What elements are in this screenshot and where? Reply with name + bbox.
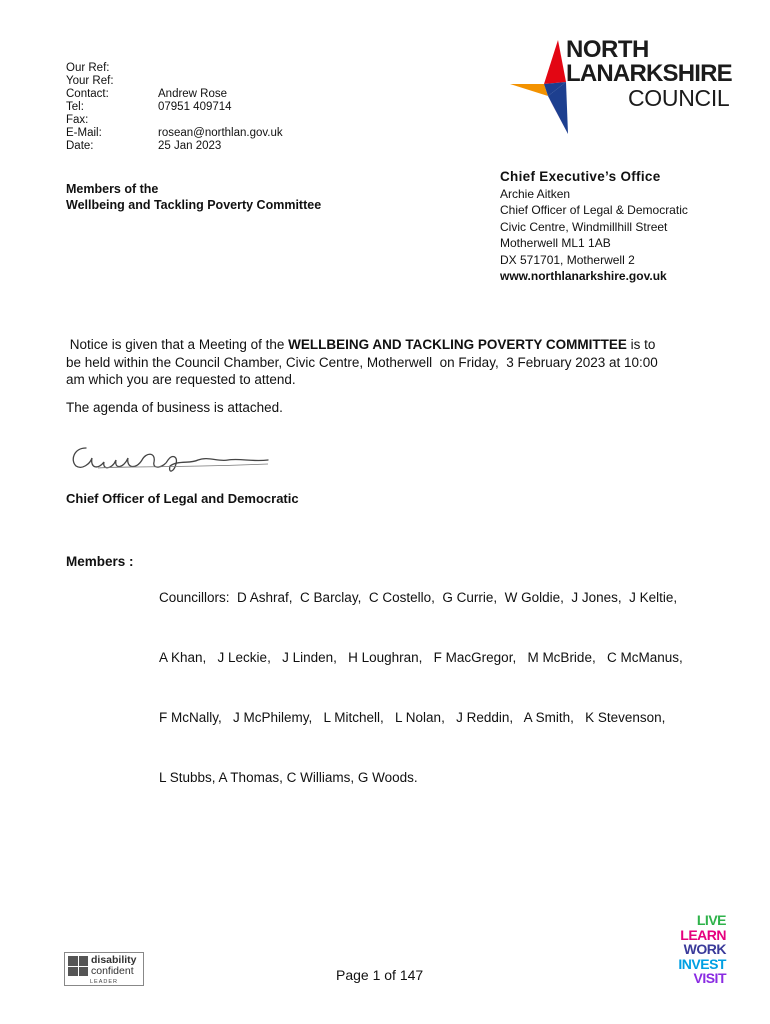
notice-prefix: Notice is given that a Meeting of the (66, 337, 289, 352)
badge-leader: LEADER (89, 979, 118, 985)
members-line: L Stubbs, A Thomas, C Williams, G Woods. (159, 770, 418, 785)
ref-row (66, 88, 326, 101)
signatory: Chief Officer of Legal and Democratic (66, 491, 299, 506)
ref-label: Your Ref: (66, 75, 114, 87)
badge-line: disability (91, 954, 137, 966)
slogan-word: WORK (683, 941, 726, 957)
recipient-line: Members of the (66, 182, 159, 196)
recipient-line: Wellbeing and Tackling Poverty Committee (66, 198, 322, 212)
slogan-word: INVEST (678, 955, 726, 972)
office-role: Chief Officer of Legal & Democratic (500, 203, 688, 217)
badge-grid-icon (68, 956, 88, 976)
badge-line: confident (91, 965, 134, 977)
office-dx: DX 571701, Motherwell 2 (500, 252, 635, 267)
slogan-word: VISIT (693, 970, 726, 986)
ref-value: 25 Jan 2023 (158, 140, 222, 152)
ref-value: Andrew Rose (158, 88, 228, 100)
page-number: Page 1 of 147 (336, 967, 424, 983)
logo-line-north: NORTH (566, 36, 649, 63)
recipient-block (66, 181, 321, 213)
ref-row (66, 101, 326, 114)
office-title: Chief Executive’s Office (500, 169, 661, 184)
office-name: Archie Aitken (500, 186, 571, 201)
reference-block (66, 62, 326, 153)
members-label: Members : (66, 554, 134, 569)
ref-row (66, 140, 326, 153)
office-address-line: Civic Centre, Windmillhill Street (500, 219, 668, 234)
badge-text (91, 955, 137, 977)
notice-line (66, 336, 716, 354)
notice-line: be held within the Council Chamber, Civic Centre, Motherwell on Friday, 3 February 2023 at 10:00 (66, 354, 658, 370)
signature-icon (68, 440, 278, 480)
council-logo (508, 38, 733, 136)
ref-value: 07951 409714 (158, 101, 232, 113)
ref-label: Contact: (66, 88, 109, 100)
office-address-line: Motherwell ML1 1AB (500, 236, 611, 250)
members-line: Councillors: D Ashraf, C Barclay, C Costello, G Currie, W Goldie, J Jones, J Keltie, (159, 590, 678, 605)
members-list (159, 550, 719, 808)
office-address (500, 169, 740, 285)
ref-label: Our Ref: (66, 62, 110, 74)
notice-paragraph (66, 336, 716, 389)
ref-row (66, 127, 326, 140)
ref-row (66, 114, 326, 127)
slogan-word: LIVE (696, 912, 726, 928)
ref-row (66, 62, 326, 75)
agenda-text: The agenda of business is attached. (66, 400, 283, 415)
ref-row (66, 75, 326, 88)
members-line: F McNally, J McPhilemy, L Mitchell, L Nolan, J Reddin, A Smith, K Stevenson, (159, 710, 666, 725)
office-website: www.northlanarkshire.gov.uk (500, 269, 667, 283)
notice-line: am which you are requested to attend. (66, 372, 296, 387)
ref-label: Date: (66, 140, 94, 152)
ref-label: Fax: (66, 114, 89, 126)
ref-label: Tel: (66, 101, 84, 113)
members-line: A Khan, J Leckie, J Linden, H Loughran, F MacGregor, M McBride, C McManus, (159, 650, 683, 665)
notice-suffix: is to (626, 337, 656, 352)
ref-label: E-Mail: (66, 127, 102, 139)
notice-committee: WELLBEING AND TACKLING POVERTY COMMITTEE (288, 337, 627, 352)
slogan-block (660, 913, 726, 986)
logo-line-lanarkshire: LANARKSHIRE (566, 60, 732, 87)
slogan-word: LEARN (680, 926, 726, 943)
ref-value: rosean@northlan.gov.uk (158, 127, 283, 139)
logo-line-council: COUNCIL (628, 85, 730, 111)
disability-confident-badge (64, 952, 144, 986)
